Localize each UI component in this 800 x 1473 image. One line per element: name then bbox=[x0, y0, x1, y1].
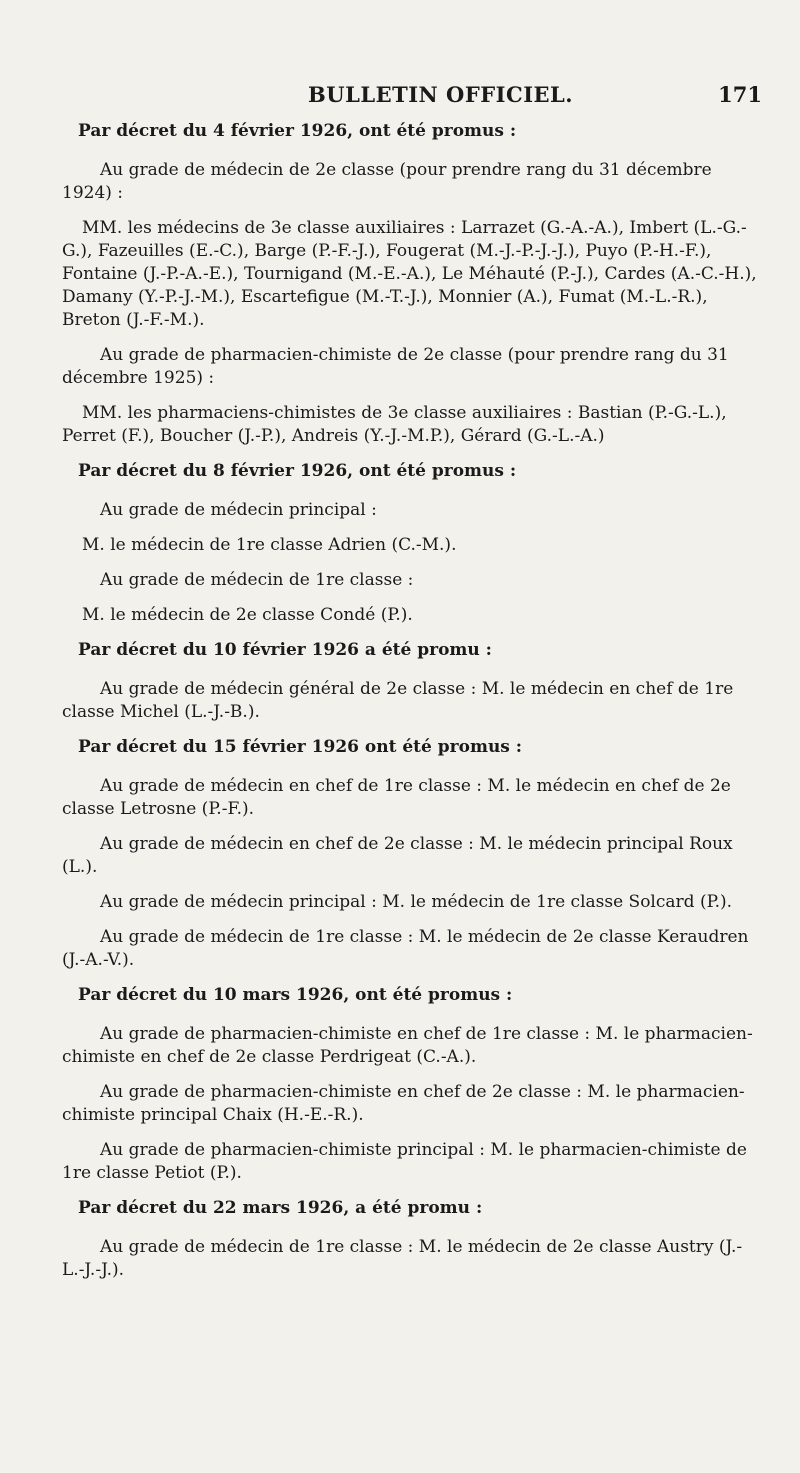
decree-section bbox=[62, 120, 762, 448]
nominee-paragraph: MM. les pharmaciens-chimistes de 3e classe auxiliaires : Bastian (P.-G.-L.), Perret (F.), Boucher (J.-P.), Andreis (Y.-J.-M.P.), Gérard (G.-L.-A.) bbox=[62, 403, 727, 446]
page-header bbox=[0, 82, 800, 112]
grade-paragraph: Au grade de médecin en chef de 1re classe : M. le médecin en chef de 2e classe Letrosne (P.-F.). bbox=[62, 776, 731, 819]
grade-paragraph: Au grade de médecin principal : bbox=[100, 500, 377, 520]
grade-paragraph: Au grade de médecin de 2e classe (pour prendre rang du 31 décembre 1924) : bbox=[62, 160, 712, 203]
grade-paragraph: Au grade de médecin général de 2e classe : M. le médecin en chef de 1re classe Michel (L.-J.-B.). bbox=[62, 679, 734, 722]
decree-heading: Par décret du 10 mars 1926, ont été promus : bbox=[78, 985, 513, 1005]
decree-heading: Par décret du 22 mars 1926, a été promu : bbox=[78, 1198, 483, 1218]
nominee-paragraph: M. le médecin de 1re classe Adrien (C.-M.). bbox=[82, 535, 457, 555]
decree-heading: Par décret du 15 février 1926 ont été promus : bbox=[78, 737, 523, 757]
grade-paragraph: Au grade de pharmacien-chimiste en chef de 1re classe : M. le pharmacien-chimiste en chef de 2e classe Perdrigeat (C.-A.). bbox=[62, 1024, 753, 1067]
decree-section bbox=[62, 639, 762, 724]
nominee-paragraph: MM. les médecins de 3e classe auxiliaires : Larrazet (G.-A.-A.), Imbert (L.-G.-G.), Fazeuilles (E.-C.), Barge (P.-F.-J.), Fougerat (M.-J.-P.-J.-J.), Puyo (P.-H.-F.), Fontaine (J.-P.-A.-E.), Tournigand (M.-E.-A.), Le Méhauté (P.-J.), Cardes (A.-C.-H.), Damany (Y.-P.-J.-M.), Escartefigue (M.-T.-J.), Monnier (A.), Fumat (M.-L.-R.), Breton (J.-F.-M.). bbox=[62, 218, 757, 330]
decree-section bbox=[62, 984, 762, 1185]
decree-section bbox=[62, 736, 762, 972]
grade-paragraph: Au grade de médecin de 1re classe : M. le médecin de 2e classe Keraudren (J.-A.-V.). bbox=[62, 927, 749, 970]
decree-heading: Par décret du 4 février 1926, ont été promus : bbox=[78, 121, 517, 141]
grade-paragraph: Au grade de médecin de 1re classe : M. le médecin de 2e classe Austry (J.-L.-J.-J.). bbox=[62, 1237, 743, 1280]
page-title: BULLETIN OFFICIEL. bbox=[308, 82, 574, 107]
decree-heading: Par décret du 8 février 1926, ont été promus : bbox=[78, 461, 517, 481]
grade-paragraph: Au grade de pharmacien-chimiste de 2e classe (pour prendre rang du 31 décembre 1925) : bbox=[62, 345, 729, 388]
document-body bbox=[62, 120, 762, 1294]
decree-section bbox=[62, 460, 762, 627]
decree-heading: Par décret du 10 février 1926 a été promu : bbox=[78, 640, 492, 660]
nominee-paragraph: M. le médecin de 2e classe Condé (P.). bbox=[82, 605, 413, 625]
grade-paragraph: Au grade de pharmacien-chimiste en chef de 2e classe : M. le pharmacien-chimiste principal Chaix (H.-E.-R.). bbox=[62, 1082, 745, 1125]
grade-paragraph: Au grade de médecin en chef de 2e classe : M. le médecin principal Roux (L.). bbox=[62, 834, 733, 877]
page-number: 171 bbox=[718, 82, 762, 107]
grade-paragraph: Au grade de médecin de 1re classe : bbox=[100, 570, 414, 590]
grade-paragraph: Au grade de médecin principal : M. le médecin de 1re classe Solcard (P.). bbox=[100, 892, 733, 912]
grade-paragraph: Au grade de pharmacien-chimiste principal : M. le pharmacien-chimiste de 1re classe Petiot (P.). bbox=[62, 1140, 747, 1183]
decree-section bbox=[62, 1197, 762, 1282]
